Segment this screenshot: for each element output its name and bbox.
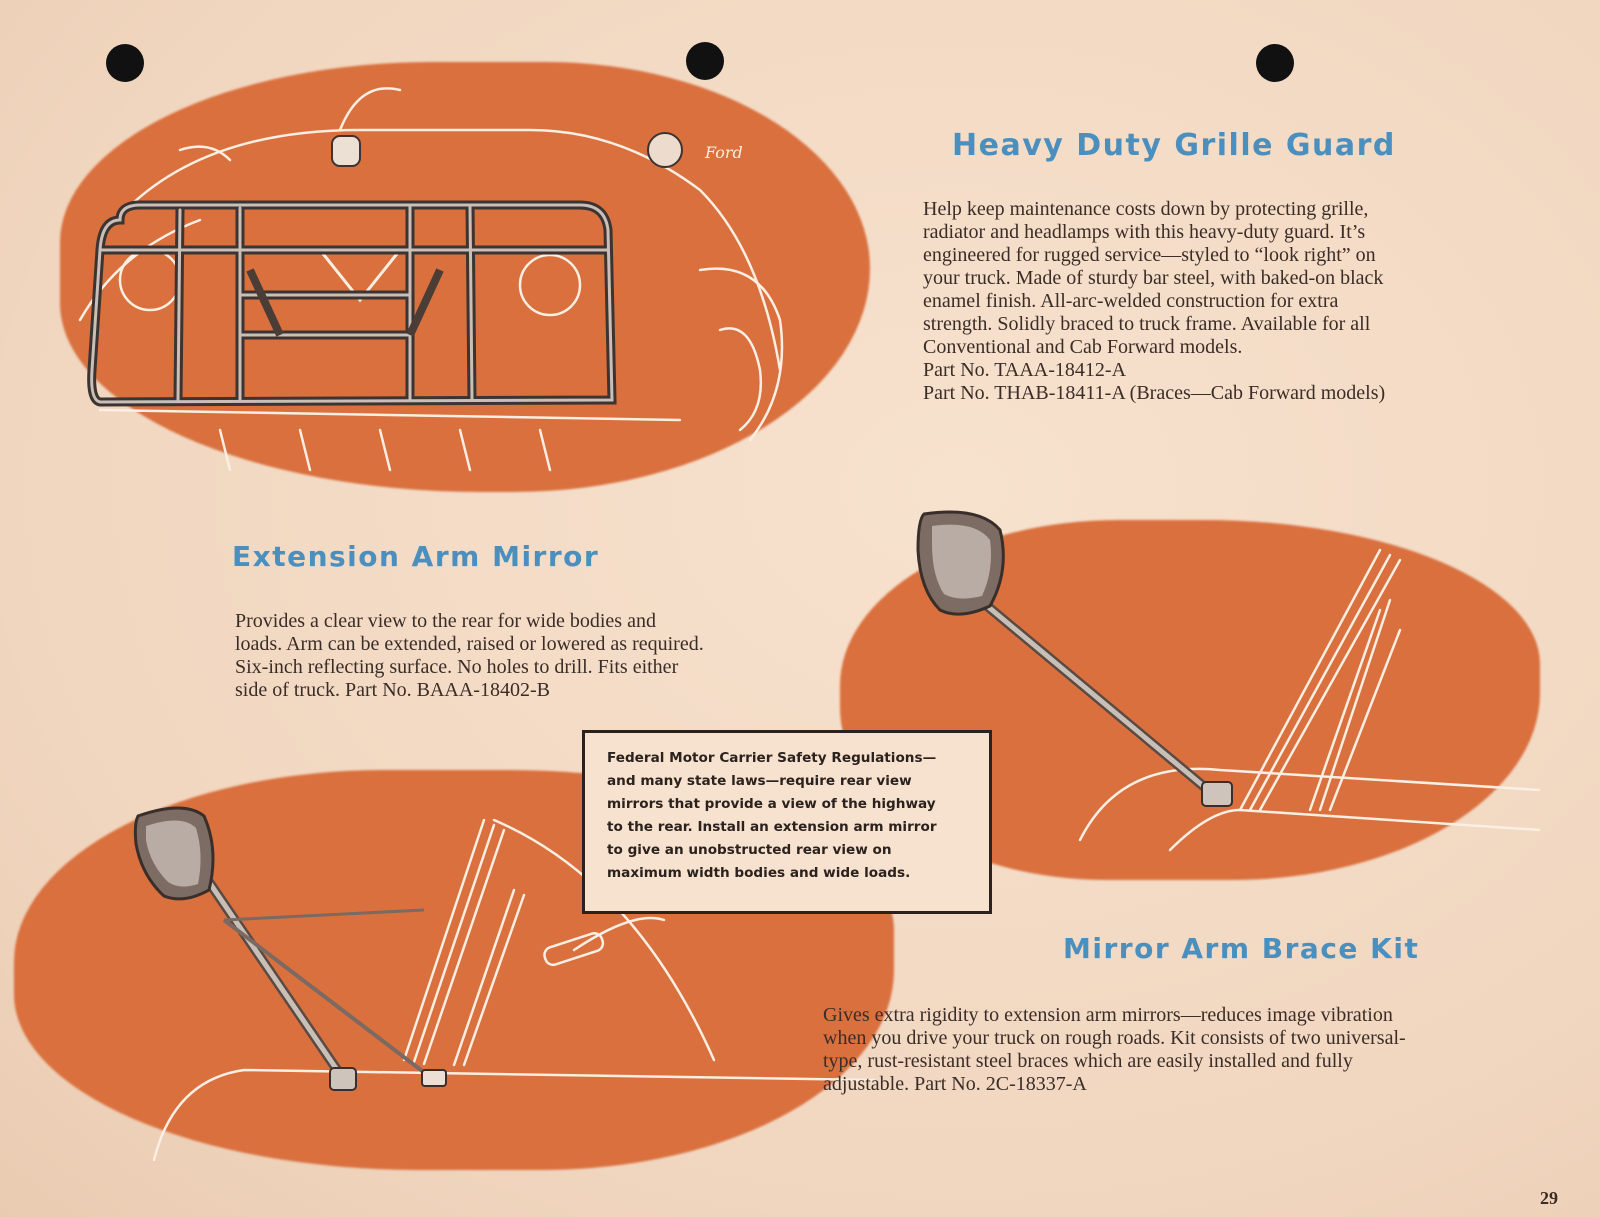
grille-guard-braces-part-number: Part No. THAB-18411-A (Braces—Cab Forward models) [923,382,1386,404]
brace-kit-line: when you drive your truck on rough roads. Kit consists of two universal- [823,1027,1406,1049]
safety-notice-line: mirrors that provide a view of the highway [607,796,936,812]
grille-guard-line: Conventional and Cab Forward models. [923,336,1243,358]
grille-guard-line: radiator and headlamps with this heavy-duty guard. It’s [923,221,1366,243]
brace-kit-description [823,1004,1506,1096]
safety-notice-line: and many state laws—require rear view [607,773,912,789]
grille-guard-image [60,70,870,490]
extension-mirror-line: side of truck. Part No. BAAA-18402-B [235,679,550,701]
safety-notice-line: to give an unobstructed rear view on [607,842,892,858]
safety-notice-box [582,730,992,914]
grille-guard-description [923,198,1468,405]
brace-kit-line: adjustable. Part No. 2C-18337-A [823,1073,1087,1095]
grille-guard-line: strength. Solidly braced to truck frame. Available for all [923,313,1371,335]
safety-notice-line: maximum width bodies and wide loads. [607,865,911,881]
grille-guard-title: Heavy Duty Grille Guard [952,128,1396,163]
brace-kit-line: type, rust-resistant steel braces which are easily installed and fully [823,1050,1353,1072]
safety-notice-line: Federal Motor Carrier Safety Regulations— [607,750,937,766]
grille-guard-line: your truck. Made of sturdy bar steel, with baked-on black [923,267,1384,289]
grille-guard-line: engineered for rugged service—styled to “look right” on [923,244,1376,266]
extension-mirror-title: Extension Arm Mirror [232,540,600,573]
page-number: 29 [1540,1188,1558,1208]
extension-mirror-line: Six-inch reflecting surface. No holes to drill. Fits either [235,656,679,678]
extension-mirror-line: Provides a clear view to the rear for wide bodies and [235,610,656,632]
safety-notice-text [607,747,969,885]
punch-hole-right [1256,44,1294,82]
extension-mirror-description [235,610,782,702]
hood-badge: Ford [705,143,743,162]
grille-guard-line: Help keep maintenance costs down by protecting grille, [923,198,1369,220]
grille-guard-part-number: Part No. TAAA-18412-A [923,359,1127,381]
safety-notice-line: to the rear. Install an extension arm mirror [607,819,937,835]
brace-kit-line: Gives extra rigidity to extension arm mirrors—reduces image vibration [823,1004,1393,1026]
grille-guard-line: enamel finish. All-arc-welded construction for extra [923,290,1339,312]
extension-mirror-line: loads. Arm can be extended, raised or lowered as required. [235,633,704,655]
brace-kit-title: Mirror Arm Brace Kit [1063,932,1420,965]
